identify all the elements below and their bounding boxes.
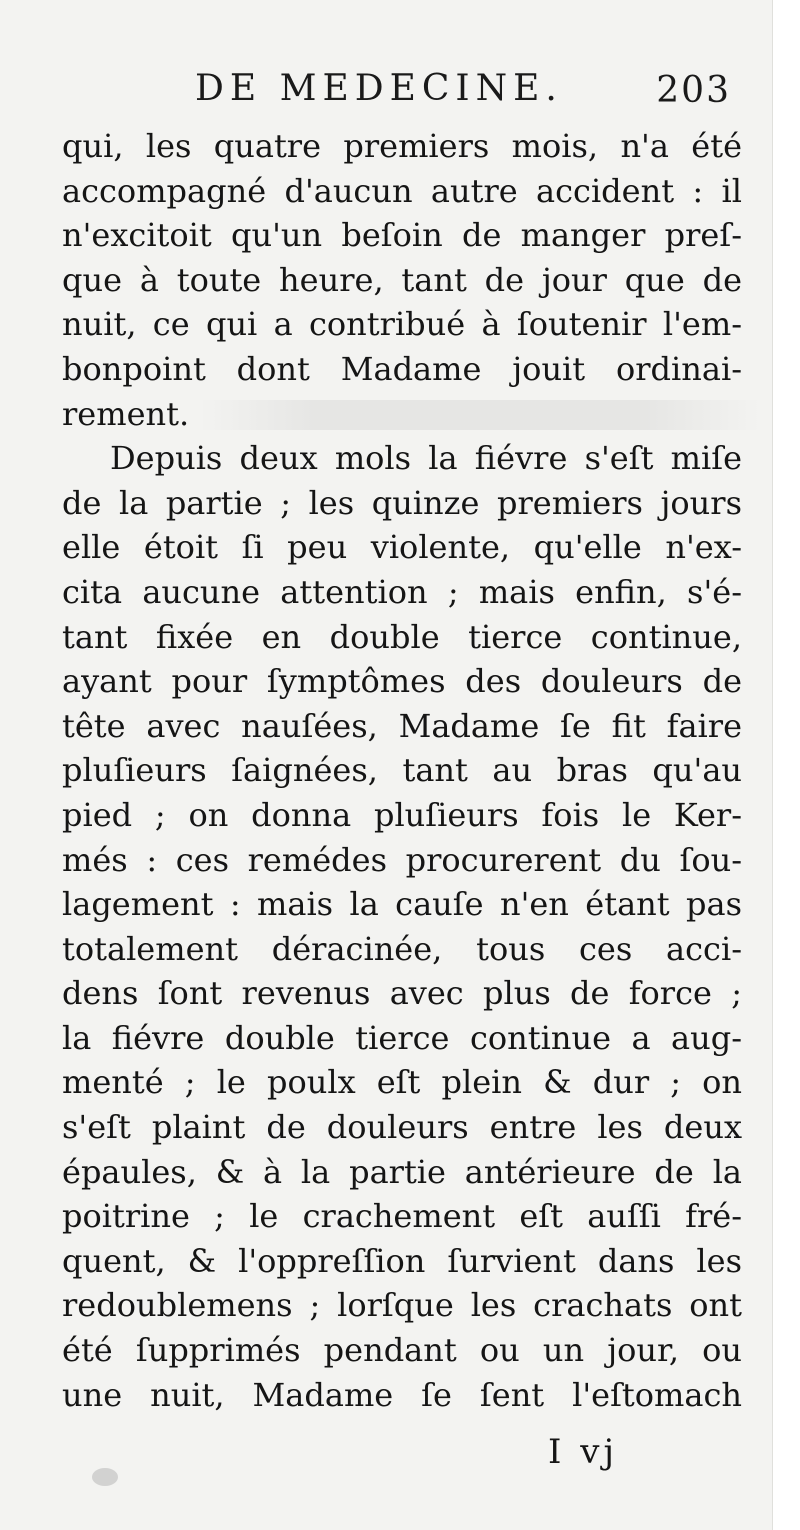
text-line: totalement déracinée, tous ces acci- — [62, 929, 742, 968]
text-line: été ſupprimés pendant ou un jour, ou — [62, 1331, 742, 1370]
text-line: pied ; on donna pluſieurs fois le Ker- — [62, 795, 742, 834]
text-line: poitrine ; le crachement eſt auſſi fré- — [62, 1197, 742, 1236]
text-line: tête avec nauſées, Madame ſe fit faire — [62, 706, 742, 745]
text-line: dens ſont revenus avec plus de force ; — [62, 974, 742, 1013]
text-line: rement. — [62, 394, 190, 433]
text-line: une nuit, Madame ſe ſent l'eſtomach — [62, 1375, 742, 1414]
text-line: accompagné d'aucun autre accident : il — [62, 171, 742, 210]
signature-mark: I vj — [548, 1432, 618, 1472]
text-line: s'eſt plaint de douleurs entre les deux — [62, 1108, 742, 1147]
page-header — [65, 68, 745, 118]
text-line: de la partie ; les quinze premiers jours — [62, 483, 742, 522]
text-line: que à toute heure, tant de jour que de — [62, 260, 742, 299]
body-text — [62, 124, 742, 1417]
text-line: tant fixée en double tierce continue, — [62, 617, 742, 656]
text-line: épaules, & à la partie antérieure de la — [62, 1152, 742, 1191]
text-line: pluſieurs ſaignées, tant au bras qu'au — [62, 751, 742, 790]
text-line: la fiévre double tierce continue a aug- — [62, 1018, 742, 1057]
text-line: Depuis deux mols la fiévre s'eſt miſe — [110, 439, 742, 478]
text-line: cita aucune attention ; mais enfin, s'é- — [62, 572, 742, 611]
text-line: més : ces remédes procurerent du ſou- — [62, 840, 742, 879]
text-line: elle étoit ſi peu violente, qu'elle n'ex- — [62, 528, 742, 567]
text-line: menté ; le poulx eſt plein & dur ; on — [62, 1063, 742, 1102]
running-head: DE MEDECINE. — [195, 68, 563, 109]
text-line: ayant pour ſymptômes des douleurs de — [62, 662, 742, 701]
text-line: n'excitoit qu'un beſoin de manger preſ- — [62, 216, 742, 255]
text-line: qui, les quatre premiers mois, n'a été — [62, 127, 742, 165]
text-line: lagement : mais la cauſe n'en étant pas — [62, 885, 742, 924]
text-line: quent, & l'oppreſſion ſurvient dans les — [62, 1241, 742, 1280]
page-number: 203 — [656, 70, 731, 111]
text-line: bonpoint dont Madame jouit ordinai- — [62, 349, 742, 388]
ink-smudge — [92, 1468, 118, 1486]
text-line: nuit, ce qui a contribué à ſoutenir l'em- — [62, 305, 742, 344]
text-line: redoublemens ; lorſque les crachats ont — [62, 1286, 742, 1325]
